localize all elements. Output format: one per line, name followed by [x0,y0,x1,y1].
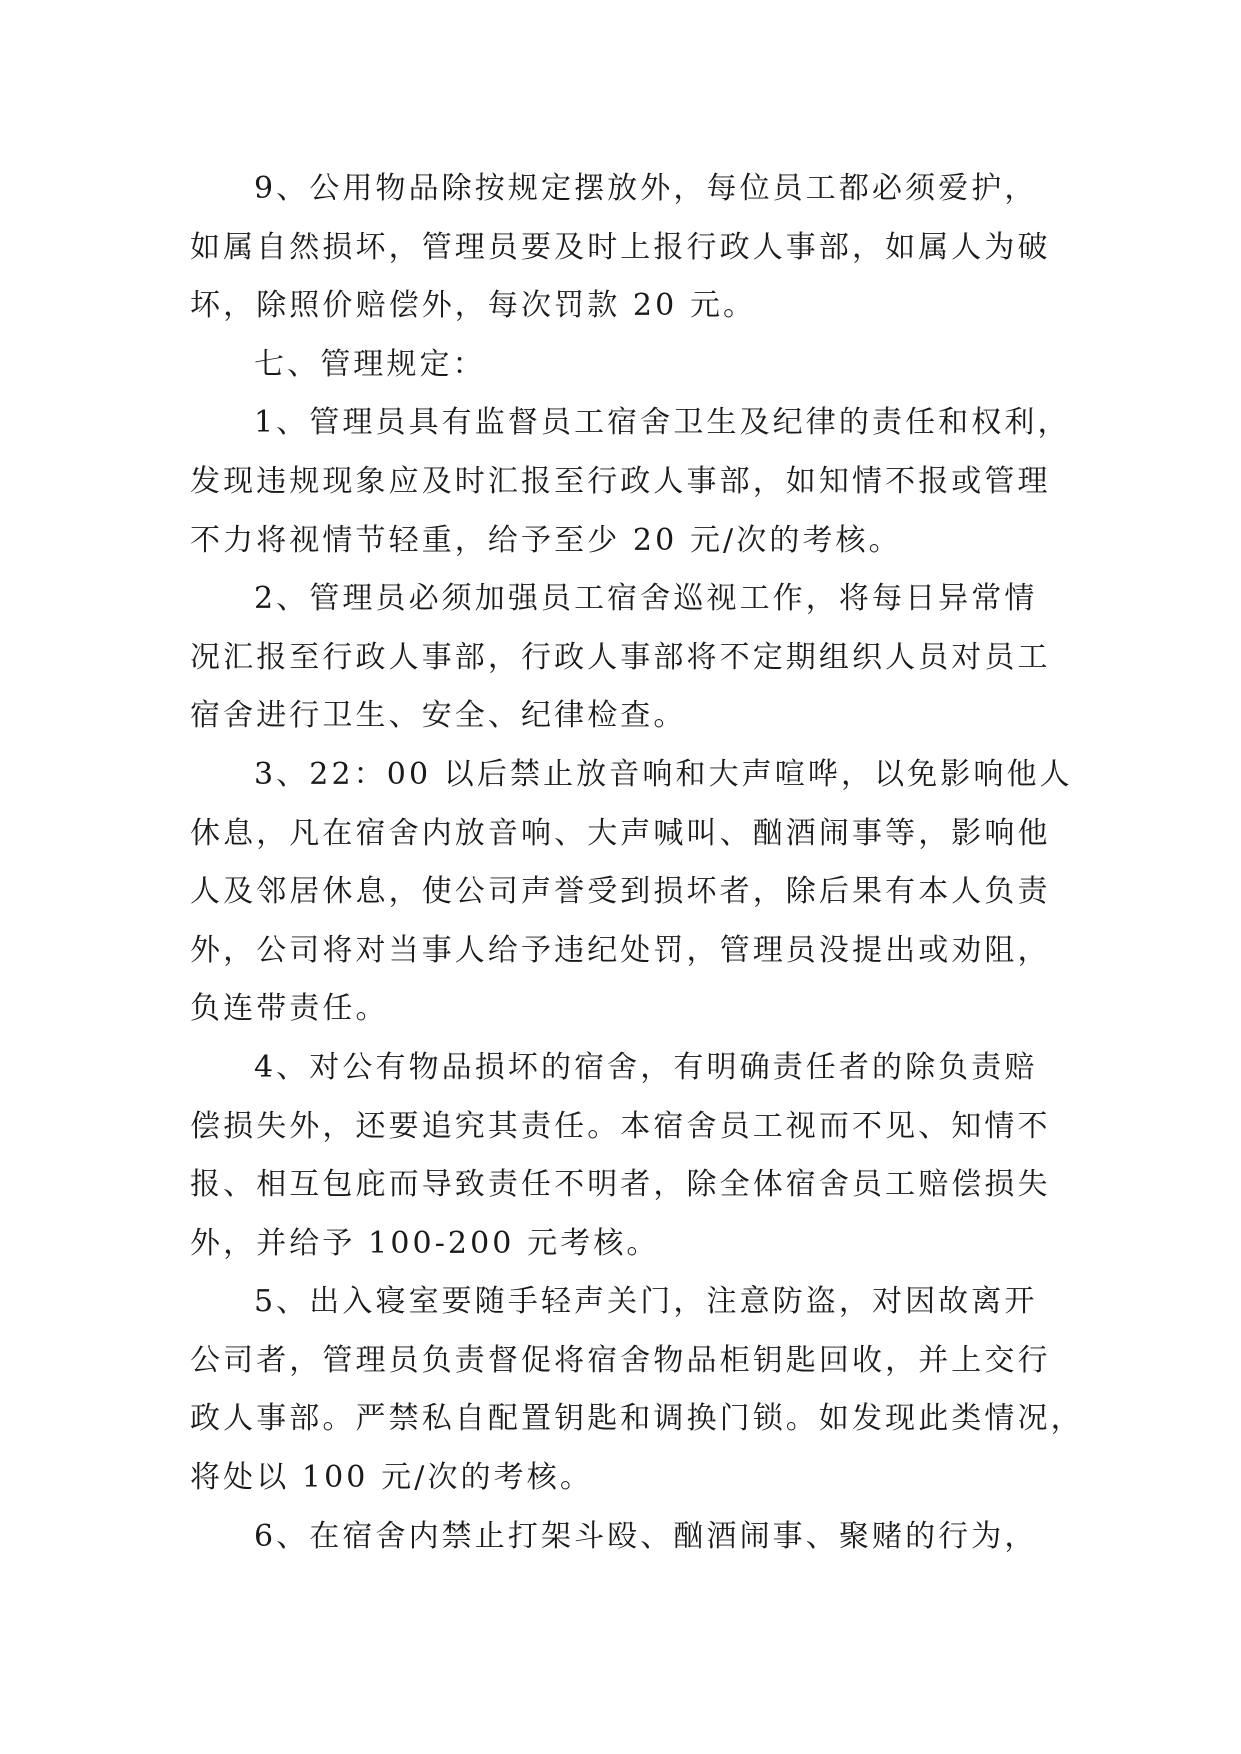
text-line: 4、对公有物品损坏的宿舍，有明确责任者的除负责赔 [254,1049,1038,1085]
text-line: 如属自然损坏，管理员要及时上报行政人事部，如属人为破 [190,229,1051,265]
text-line: 偿损失外，还要追究其责任。本宿舍员工视而不见、知情不 [190,1108,1051,1144]
paragraph-rule-2 [190,570,1060,746]
text-line: 公司者，管理员负责督促将宿舍物品柜钥匙回收，并上交行 [190,1342,1051,1378]
text-line: 休息，凡在宿舍内放音响、大声喊叫、酗酒闹事等，影响他 [190,815,1051,851]
text-line: 5、出入寝室要随手轻声关门，注意防盗，对因故离开 [254,1284,1038,1320]
text-line: 将处以 100 元/次的考核。 [190,1460,593,1496]
text-line: 政人事部。严禁私自配置钥匙和调换门锁。如发现此类情况， [190,1401,1084,1437]
text-line: 1、管理员具有监督员工宿舍卫生及纪律的责任和权利， [254,405,1071,441]
text-line: 3、22：00 以后禁止放音响和大声喧哗，以免影响他人 [254,756,1073,792]
paragraph-rule-4 [190,1039,1060,1273]
text-line: 9、公用物品除按规定摆放外，每位员工都必须爱护， [254,171,1038,206]
text-line: 况汇报至行政人事部，行政人事部将不定期组织人员对员工 [190,639,1051,675]
paragraph-rule-6 [190,1508,1060,1567]
text-line: 外，公司将对当事人给予违纪处罚，管理员没提出或劝阻， [190,932,1051,968]
text-line: 不力将视情节轻重，给予至少 20 元/次的考核。 [190,522,902,558]
paragraph-rule-3 [190,746,1073,1039]
text-line: 负连带责任。 [190,991,389,1027]
section-heading-text: 七、管理规定： [254,346,486,382]
text-line: 发现违规现象应及时汇报至行政人事部，如知情不报或管理 [190,463,1051,499]
document-body [190,160,1084,1566]
text-line: 人及邻居休息，使公司声誉受到损坏者，除后果有本人负责 [190,874,1051,910]
paragraph-rule-1 [190,394,1071,570]
text-line: 6、在宿舍内禁止打架斗殴、酗酒闹事、聚赌的行为， [254,1518,1038,1554]
text-line: 外，并给予 100-200 元考核。 [190,1225,660,1261]
text-line: 报、相互包庇而导致责任不明者，除全体宿舍员工赔偿损失 [190,1167,1051,1203]
text-line: 宿舍进行卫生、安全、纪律检查。 [190,698,687,734]
section-heading [190,336,1060,395]
paragraph-rule-5 [190,1273,1084,1507]
paragraph-rule-9 [190,160,1060,336]
text-line: 坏，除照价赔偿外，每次罚款 20 元。 [190,288,757,324]
text-line: 2、管理员必须加强员工宿舍巡视工作，将每日异常情 [254,581,1038,617]
